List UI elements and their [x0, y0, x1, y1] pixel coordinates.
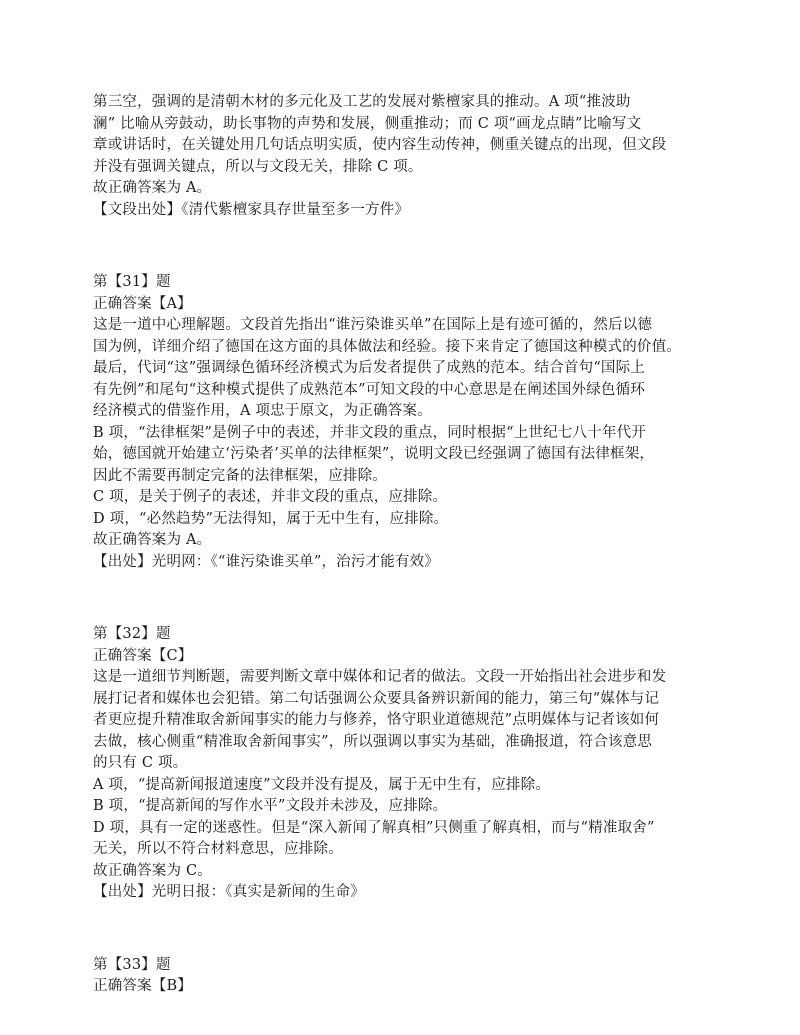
text-line: A 项，“提高新闻报道速度”文段并没有提及，属于无中生有，应排除。 [93, 776, 551, 793]
source-line: 【出处】光明日报：《真实是新闻的生命》 [93, 884, 366, 900]
text-line: C 项，是关于例子的表述，并非文段的重点，应排除。 [93, 489, 448, 505]
answer-line: 正确答案【A】 [93, 295, 192, 312]
section-spacer [93, 904, 720, 955]
text-line: 始，德国就开始建立‘污染者’买单的法律框架”，说明文段已经强调了德国有法律框架， [93, 446, 655, 462]
text-line: D 项，具有一定的迷惑性。但是“深入新闻了解真相”只侧重了解真相，而与“精准取舍” [93, 819, 655, 836]
section-spacer [93, 221, 720, 272]
question-title: 第【32】题 [93, 626, 171, 642]
conclusion-line: 故正确答案为 A。 [93, 532, 212, 548]
answer-line: 正确答案【C】 [93, 647, 193, 664]
text-line: 国为例，详细介绍了德国在这方面的具体做法和经验。接下来肯定了德国这种模式的价值。 [93, 338, 681, 355]
text-line: 这是一道细节判断题，需要判断文章中媒体和记者的做法。文段一开始指出社会进步和发 [93, 669, 667, 685]
conclusion-line: 故正确答案为 C。 [93, 862, 213, 879]
question-title: 第【33】题 [93, 956, 171, 973]
text-line: B 项，“提高新闻的写作水平”文段并未涉及，应排除。 [93, 798, 448, 814]
question-32-block [93, 624, 720, 904]
text-line: 最后，代词“这”强调绿色循环经济模式为后发者提供了成熟的范本。结合首句“国际上 [93, 360, 646, 376]
text-line: 因此不需要再制定完备的法律框架，应排除。 [93, 467, 387, 484]
question-title: 第【31】题 [93, 274, 171, 290]
section-spacer [93, 573, 720, 624]
answer-line: 正确答案【B】 [93, 978, 193, 994]
text-line: 有先例”和尾句“这种模式提供了成熟范本”可知文段的中心意思是在阐述国外绿色循环 [93, 381, 646, 398]
text-line: 展打记者和媒体也会犯错。第二句话强调公众要具备辨识新闻的能力，第三句“媒体与记 [93, 690, 660, 707]
text-line: B 项，“法律框架”是例子中的表述，并非文段的重点，同时根据“上世纪七八十年代开 [93, 424, 646, 441]
text-line: 第三空，强调的是清朝木材的多元化及工艺的发展对紫檀家具的推动。A 项“推波助 [93, 94, 631, 110]
text-line: 经济模式的借鉴作用，A 项忠于原文，为正确答案。 [93, 403, 432, 419]
conclusion-line: 故正确答案为 A。 [93, 180, 212, 196]
text-line: 这是一道中心理解题。文段首先指出“谁污染谁买单”在国际上是有迹可循的，然后以德 [93, 317, 653, 333]
text-line: 无关，所以不符合材料意思，应排除。 [93, 841, 343, 857]
source-line: 【文段出处】《清代紫檀家具存世量至多一方件》 [93, 201, 410, 218]
text-line: 章或讲话时，在关键处用几句话点明实质，使内容生动传神，侧重关键点的出现，但文段 [93, 137, 667, 153]
intro-block [93, 92, 720, 221]
text-line: 者更应提升精准取舍新闻事实的能力与修养，恪守职业道德规范”点明媒体与记者该如何 [93, 712, 660, 728]
text-line: 的只有 C 项。 [93, 755, 188, 771]
source-line: 【出处】光明网：《“谁污染谁买单”，治污才能有效》 [93, 553, 440, 570]
question-33-block [93, 955, 720, 998]
question-31-block [93, 272, 720, 573]
text-line: 去做，核心侧重“精准取舍新闻事实”，所以强调以事实为基础，准确报道，符合该意思 [93, 733, 653, 750]
text-line: 并没有强调关键点，所以与文段无关，排除 C 项。 [93, 158, 423, 175]
text-line: 澜” 比喻从旁鼓动，助长事物的声势和发展，侧重推动；而 C 项“画龙点睛”比喻写文 [93, 115, 642, 132]
text-line: D 项，“必然趋势”无法得知，属于无中生有，应排除。 [93, 510, 449, 527]
